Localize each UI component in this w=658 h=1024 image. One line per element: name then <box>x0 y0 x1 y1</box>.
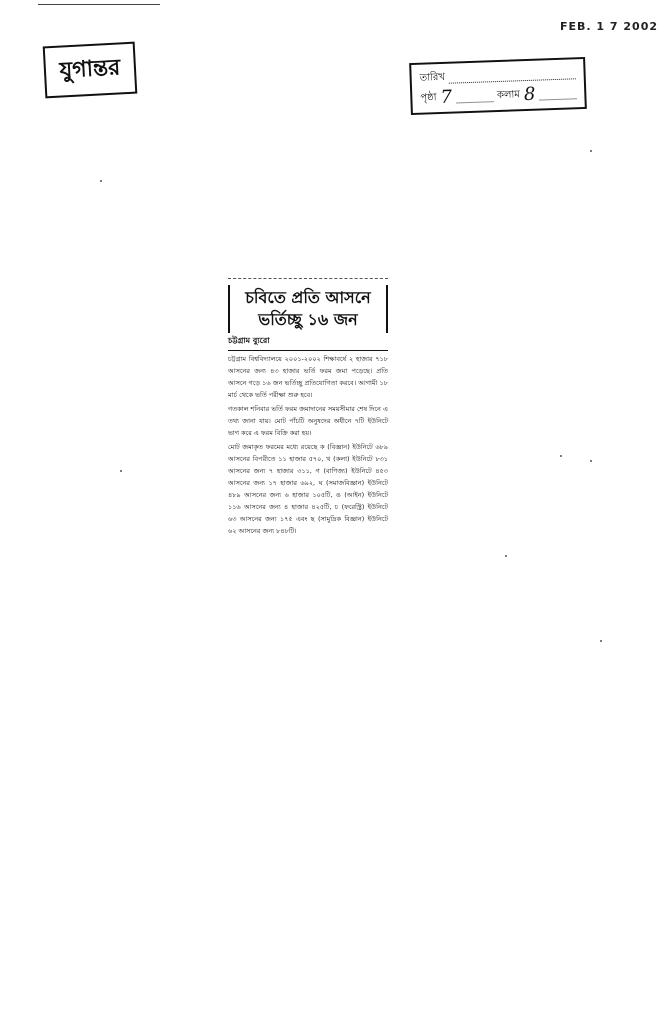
headline-line-2: ভর্তিচ্ছু ১৬ জন <box>258 310 358 329</box>
clipping-cut-edge <box>228 272 388 279</box>
reference-date-label: তারিখ <box>419 71 446 84</box>
reference-column-label: কলাম <box>496 88 521 101</box>
reference-column-value: 8 <box>523 83 536 106</box>
scan-speck <box>560 455 562 457</box>
reference-page-row <box>420 83 577 108</box>
reference-column-dotted-line <box>539 88 576 100</box>
reference-stamp <box>409 57 587 115</box>
date-stamp: FEB. 1 7 2002 <box>560 20 658 33</box>
clipping-paragraph: গতকাল শনিবার ভর্তি ফরম জমাদানের সময়সীমার শেষ দিনে এ তথ্য জানা যায়। মোট পাঁচটি অনুষদের অধীনে ৭টি ইউনিটে ভাগ করে এ ফরম বিক্রি করা হয়। <box>228 405 388 437</box>
scan-speck <box>100 180 102 182</box>
scan-speck <box>590 460 592 462</box>
reference-page-dotted-line <box>456 91 493 103</box>
clipping-body <box>228 353 388 575</box>
clipping-paragraph: চট্টগ্রাম বিশ্ববিদ্যালয়ে ২০০১-২০০২ শিক্ষাবর্ষে ২ হাজার ৭১৮ আসনের জন্য ৪৩ হাজার ভর্তি ফরম জমা পড়েছে। প্রতি আসনে গড়ে ১৬ জন ভর্তিচ্ছু প্রতিযোগিতা করবে। আগামী ১৮ মার্চ থেকে ভর্তি পরীক্ষা শুরু হবে। <box>228 355 388 399</box>
top-edge-rule <box>38 4 160 5</box>
newspaper-logo-stamp <box>43 42 138 99</box>
clipping-paragraph: মোট জমাকৃত ফরমের মধ্যে রয়েছে ক (বিজ্ঞান) ইউনিটে ৬৮৯ আসনের বিপরীতে ১১ হাজার ৫৭০, খ (কলা) ইউনিটে ৮৩১ আসনের জন্য ৭ হাজার ৩১১, গ (বাণিজ্য) ইউনিটে ৪৫৩ আসনের জন্য ১৭ হাজার ৬৯২, ঘ (সমাজবিজ্ঞান) ইউনিটে ৪৮৯ আসনের জন্য ৬ হাজার ১০৫টি, ঙ (আইন) ইউনিটে ১১৬ আসনের জন্য ৪ হাজার ৪২৫টি, চ (ফরেস্ট্রি) ইউনিটে ৬৩ আসনের জন্য ১৭৫ এবং ছ (সামুদ্রিক বিজ্ঞান) ইউনিটে ৬২ আসনের জন্য ৮৪৮টি। <box>228 443 388 535</box>
reference-page-value: 7 <box>440 86 453 109</box>
scan-speck <box>600 640 602 642</box>
newspaper-clipping <box>228 272 388 560</box>
newspaper-logo-text: যুগান্তর <box>58 54 121 84</box>
scan-speck <box>590 150 592 152</box>
scan-speck <box>120 470 122 472</box>
headline-line-1: চবিতে প্রতি আসনে <box>245 288 371 307</box>
reference-page-label: পৃষ্ঠা <box>420 91 437 104</box>
reference-date-dotted-line <box>449 68 576 83</box>
clipping-byline: চট্টগ্রাম ব্যুরো <box>228 335 388 351</box>
scan-speck <box>505 555 507 557</box>
clipping-headline <box>228 285 388 333</box>
